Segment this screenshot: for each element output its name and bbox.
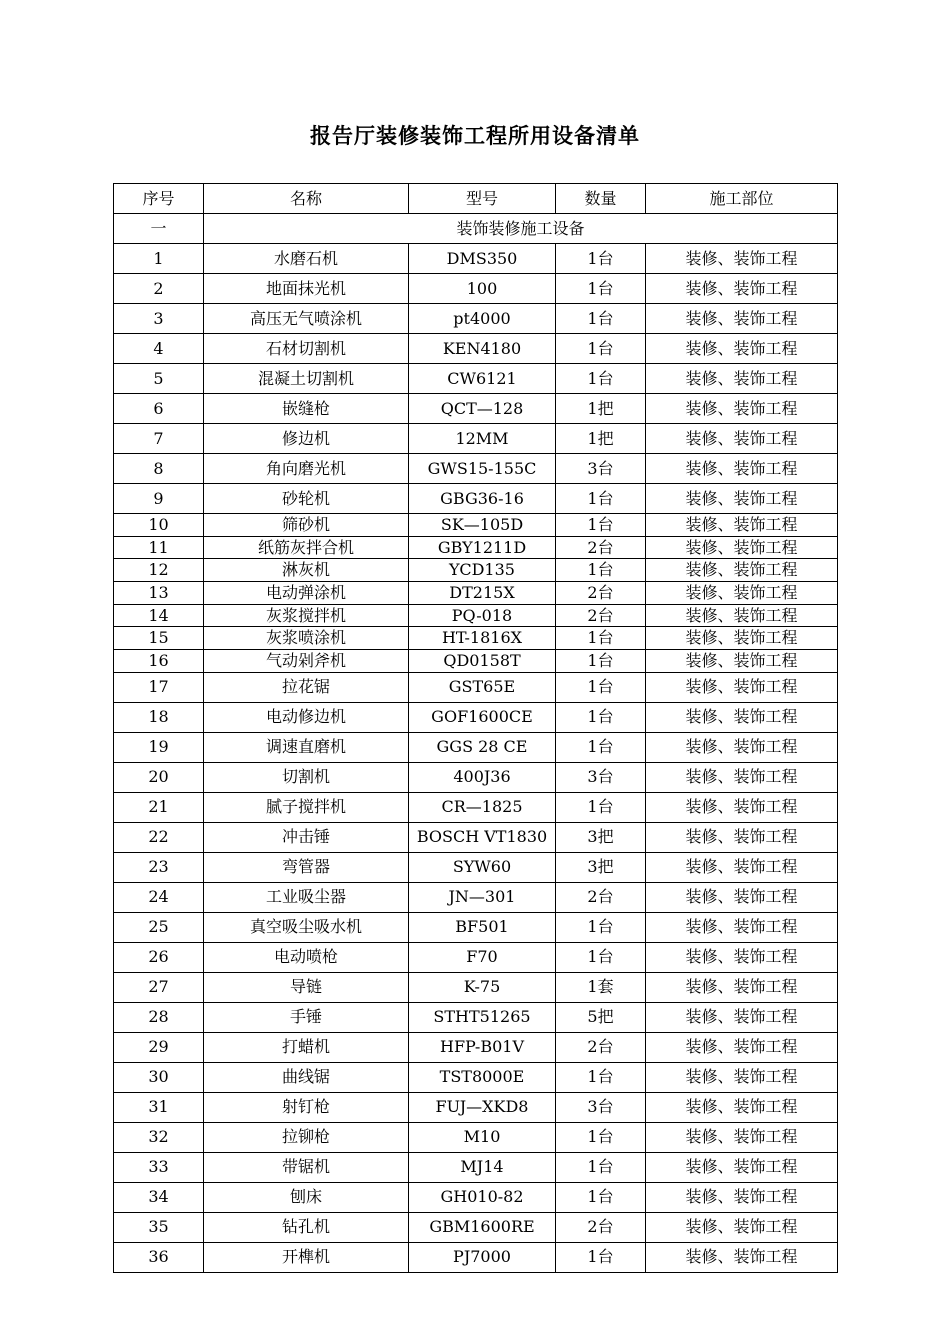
row-number: 36: [114, 1242, 204, 1272]
table-row: [114, 1242, 838, 1272]
construction-location: 装修、装饰工程: [646, 1122, 838, 1152]
row-number: 16: [114, 650, 204, 673]
row-number: 8: [114, 454, 204, 484]
equipment-name: 石材切割机: [204, 334, 409, 364]
equipment-name: 钻孔机: [204, 1212, 409, 1242]
row-number: 7: [114, 424, 204, 454]
construction-location: 装修、装饰工程: [646, 484, 838, 514]
equipment-quantity: 1台: [556, 1152, 646, 1182]
row-number: 3: [114, 304, 204, 334]
table-row: [114, 304, 838, 334]
row-number: 35: [114, 1212, 204, 1242]
equipment-quantity: 1台: [556, 650, 646, 673]
table-row: [114, 559, 838, 582]
equipment-name: 拉铆枪: [204, 1122, 409, 1152]
equipment-name: 灰浆喷涂机: [204, 627, 409, 650]
equipment-table: [113, 183, 838, 1273]
table-row: [114, 972, 838, 1002]
equipment-model: GH010-82: [409, 1182, 556, 1212]
equipment-name: 弯管器: [204, 852, 409, 882]
equipment-name: 电动弹涂机: [204, 582, 409, 605]
equipment-quantity: 1套: [556, 972, 646, 1002]
construction-location: 装修、装饰工程: [646, 912, 838, 942]
equipment-model: GOF1600CE: [409, 702, 556, 732]
table-row: [114, 1092, 838, 1122]
equipment-model: CW6121: [409, 364, 556, 394]
equipment-model: CR—1825: [409, 792, 556, 822]
equipment-quantity: 5把: [556, 1002, 646, 1032]
construction-location: 装修、装饰工程: [646, 882, 838, 912]
table-row: [114, 244, 838, 274]
equipment-quantity: 1台: [556, 1122, 646, 1152]
table-row: [114, 274, 838, 304]
equipment-quantity: 1台: [556, 912, 646, 942]
equipment-model: F70: [409, 942, 556, 972]
construction-location: 装修、装饰工程: [646, 972, 838, 1002]
table-row: [114, 852, 838, 882]
construction-location: 装修、装饰工程: [646, 304, 838, 334]
table-row: [114, 912, 838, 942]
equipment-name: 工业吸尘器: [204, 882, 409, 912]
header-cell-no: 序号: [114, 184, 204, 214]
equipment-quantity: 2台: [556, 1032, 646, 1062]
equipment-model: HFP-B01V: [409, 1032, 556, 1062]
row-number: 4: [114, 334, 204, 364]
equipment-quantity: 1台: [556, 334, 646, 364]
equipment-model: 100: [409, 274, 556, 304]
equipment-name: 气动剁斧机: [204, 650, 409, 673]
row-number: 24: [114, 882, 204, 912]
equipment-quantity: 1台: [556, 364, 646, 394]
equipment-model: FUJ—XKD8: [409, 1092, 556, 1122]
table-row: [114, 1122, 838, 1152]
construction-location: 装修、装饰工程: [646, 559, 838, 582]
construction-location: 装修、装饰工程: [646, 394, 838, 424]
row-number: 33: [114, 1152, 204, 1182]
construction-location: 装修、装饰工程: [646, 1032, 838, 1062]
construction-location: 装修、装饰工程: [646, 274, 838, 304]
equipment-name: 手锤: [204, 1002, 409, 1032]
row-number: 18: [114, 702, 204, 732]
row-number: 21: [114, 792, 204, 822]
table-row: [114, 1212, 838, 1242]
equipment-name: 射钉枪: [204, 1092, 409, 1122]
equipment-quantity: 2台: [556, 536, 646, 559]
construction-location: 装修、装饰工程: [646, 672, 838, 702]
equipment-quantity: 2台: [556, 882, 646, 912]
header-row: [114, 184, 838, 214]
row-number: 25: [114, 912, 204, 942]
construction-location: 装修、装饰工程: [646, 514, 838, 537]
equipment-model: PJ7000: [409, 1242, 556, 1272]
equipment-model: SK—105D: [409, 514, 556, 537]
table-row: [114, 672, 838, 702]
equipment-name: 纸筋灰拌合机: [204, 536, 409, 559]
equipment-quantity: 1台: [556, 1242, 646, 1272]
equipment-model: QCT—128: [409, 394, 556, 424]
equipment-quantity: 1台: [556, 1182, 646, 1212]
equipment-quantity: 2台: [556, 582, 646, 605]
equipment-name: 拉花锯: [204, 672, 409, 702]
equipment-quantity: 2台: [556, 604, 646, 627]
construction-location: 装修、装饰工程: [646, 244, 838, 274]
equipment-model: STHT51265: [409, 1002, 556, 1032]
construction-location: 装修、装饰工程: [646, 1152, 838, 1182]
construction-location: 装修、装饰工程: [646, 334, 838, 364]
table-row: [114, 424, 838, 454]
equipment-model: GST65E: [409, 672, 556, 702]
equipment-model: BOSCH VT1830: [409, 822, 556, 852]
row-number: 6: [114, 394, 204, 424]
table-row: [114, 604, 838, 627]
row-number: 9: [114, 484, 204, 514]
row-number: 29: [114, 1032, 204, 1062]
equipment-model: GBG36-16: [409, 484, 556, 514]
equipment-quantity: 1台: [556, 732, 646, 762]
construction-location: 装修、装饰工程: [646, 364, 838, 394]
section-row: [114, 214, 838, 244]
equipment-model: HT-1816X: [409, 627, 556, 650]
row-number: 26: [114, 942, 204, 972]
equipment-quantity: 2台: [556, 1212, 646, 1242]
equipment-model: TST8000E: [409, 1062, 556, 1092]
equipment-name: 淋灰机: [204, 559, 409, 582]
equipment-quantity: 1台: [556, 304, 646, 334]
equipment-model: BF501: [409, 912, 556, 942]
equipment-quantity: 1把: [556, 394, 646, 424]
equipment-name: 灰浆搅拌机: [204, 604, 409, 627]
equipment-model: 12MM: [409, 424, 556, 454]
row-number: 20: [114, 762, 204, 792]
construction-location: 装修、装饰工程: [646, 732, 838, 762]
equipment-name: 电动喷枪: [204, 942, 409, 972]
equipment-quantity: 1台: [556, 514, 646, 537]
equipment-name: 开榫机: [204, 1242, 409, 1272]
equipment-name: 修边机: [204, 424, 409, 454]
equipment-name: 水磨石机: [204, 244, 409, 274]
construction-location: 装修、装饰工程: [646, 942, 838, 972]
row-number: 12: [114, 559, 204, 582]
table-row: [114, 792, 838, 822]
construction-location: 装修、装饰工程: [646, 1092, 838, 1122]
table-row: [114, 334, 838, 364]
equipment-quantity: 1台: [556, 942, 646, 972]
equipment-model: PQ-018: [409, 604, 556, 627]
equipment-quantity: 1把: [556, 424, 646, 454]
equipment-name: 电动修边机: [204, 702, 409, 732]
header-cell-model: 型号: [409, 184, 556, 214]
row-number: 30: [114, 1062, 204, 1092]
row-number: 23: [114, 852, 204, 882]
table-row: [114, 702, 838, 732]
equipment-quantity: 1台: [556, 672, 646, 702]
equipment-model: QD0158T: [409, 650, 556, 673]
table-row: [114, 582, 838, 605]
construction-location: 装修、装饰工程: [646, 1212, 838, 1242]
row-number: 17: [114, 672, 204, 702]
table-row: [114, 762, 838, 792]
page-title: 报告厅装修装饰工程所用设备清单: [310, 124, 640, 148]
equipment-name: 高压无气喷涂机: [204, 304, 409, 334]
construction-location: 装修、装饰工程: [646, 1062, 838, 1092]
equipment-model: KEN4180: [409, 334, 556, 364]
equipment-model: 400J36: [409, 762, 556, 792]
table-row: [114, 650, 838, 673]
equipment-quantity: 1台: [556, 244, 646, 274]
table-row: [114, 454, 838, 484]
row-number: 28: [114, 1002, 204, 1032]
equipment-name: 导链: [204, 972, 409, 1002]
construction-location: 装修、装饰工程: [646, 454, 838, 484]
row-number: 11: [114, 536, 204, 559]
table-row: [114, 1062, 838, 1092]
equipment-quantity: 1台: [556, 559, 646, 582]
equipment-model: GBY1211D: [409, 536, 556, 559]
table-row: [114, 1032, 838, 1062]
equipment-model: DT215X: [409, 582, 556, 605]
equipment-model: DMS350: [409, 244, 556, 274]
equipment-model: pt4000: [409, 304, 556, 334]
table-row: [114, 822, 838, 852]
construction-location: 装修、装饰工程: [646, 1002, 838, 1032]
table-row: [114, 1182, 838, 1212]
table-row: [114, 514, 838, 537]
equipment-model: MJ14: [409, 1152, 556, 1182]
row-number: 31: [114, 1092, 204, 1122]
table-row: [114, 536, 838, 559]
row-number: 32: [114, 1122, 204, 1152]
header-cell-name: 名称: [204, 184, 409, 214]
row-number: 27: [114, 972, 204, 1002]
equipment-model: K-75: [409, 972, 556, 1002]
equipment-quantity: 3把: [556, 822, 646, 852]
equipment-name: 真空吸尘吸水机: [204, 912, 409, 942]
equipment-name: 腻子搅拌机: [204, 792, 409, 822]
equipment-name: 带锯机: [204, 1152, 409, 1182]
equipment-model: GGS 28 CE: [409, 732, 556, 762]
equipment-model: SYW60: [409, 852, 556, 882]
equipment-quantity: 1台: [556, 1062, 646, 1092]
row-number: 5: [114, 364, 204, 394]
equipment-quantity: 3台: [556, 454, 646, 484]
row-number: 19: [114, 732, 204, 762]
equipment-name: 切割机: [204, 762, 409, 792]
construction-location: 装修、装饰工程: [646, 852, 838, 882]
equipment-quantity: 1台: [556, 627, 646, 650]
construction-location: 装修、装饰工程: [646, 792, 838, 822]
construction-location: 装修、装饰工程: [646, 1242, 838, 1272]
table-row: [114, 627, 838, 650]
equipment-model: M10: [409, 1122, 556, 1152]
construction-location: 装修、装饰工程: [646, 536, 838, 559]
construction-location: 装修、装饰工程: [646, 627, 838, 650]
equipment-name: 冲击锤: [204, 822, 409, 852]
row-number: 2: [114, 274, 204, 304]
table-row: [114, 1002, 838, 1032]
table-row: [114, 1152, 838, 1182]
equipment-name: 打蜡机: [204, 1032, 409, 1062]
table-row: [114, 732, 838, 762]
construction-location: 装修、装饰工程: [646, 650, 838, 673]
table-row: [114, 364, 838, 394]
equipment-quantity: 3台: [556, 762, 646, 792]
row-number: 22: [114, 822, 204, 852]
header-cell-qty: 数量: [556, 184, 646, 214]
construction-location: 装修、装饰工程: [646, 762, 838, 792]
equipment-quantity: 3把: [556, 852, 646, 882]
equipment-name: 筛砂机: [204, 514, 409, 537]
table-row: [114, 882, 838, 912]
row-number: 1: [114, 244, 204, 274]
equipment-quantity: 1台: [556, 792, 646, 822]
row-number: 10: [114, 514, 204, 537]
table-row: [114, 484, 838, 514]
equipment-model: GWS15-155C: [409, 454, 556, 484]
equipment-name: 曲线锯: [204, 1062, 409, 1092]
equipment-name: 地面抹光机: [204, 274, 409, 304]
header-cell-location: 施工部位: [646, 184, 838, 214]
equipment-model: JN—301: [409, 882, 556, 912]
equipment-name: 角向磨光机: [204, 454, 409, 484]
section-label: 装饰装修施工设备: [204, 214, 838, 244]
equipment-quantity: 1台: [556, 702, 646, 732]
row-number: 14: [114, 604, 204, 627]
row-number: 34: [114, 1182, 204, 1212]
equipment-quantity: 1台: [556, 274, 646, 304]
row-number: 15: [114, 627, 204, 650]
equipment-quantity: 3台: [556, 1092, 646, 1122]
construction-location: 装修、装饰工程: [646, 604, 838, 627]
section-number: 一: [114, 214, 204, 244]
table-row: [114, 394, 838, 424]
equipment-name: 刨床: [204, 1182, 409, 1212]
equipment-quantity: 1台: [556, 484, 646, 514]
table-row: [114, 942, 838, 972]
equipment-name: 砂轮机: [204, 484, 409, 514]
construction-location: 装修、装饰工程: [646, 822, 838, 852]
equipment-model: GBM1600RE: [409, 1212, 556, 1242]
equipment-model: YCD135: [409, 559, 556, 582]
equipment-name: 调速直磨机: [204, 732, 409, 762]
construction-location: 装修、装饰工程: [646, 424, 838, 454]
equipment-name: 混凝土切割机: [204, 364, 409, 394]
construction-location: 装修、装饰工程: [646, 582, 838, 605]
construction-location: 装修、装饰工程: [646, 1182, 838, 1212]
equipment-name: 嵌缝枪: [204, 394, 409, 424]
construction-location: 装修、装饰工程: [646, 702, 838, 732]
row-number: 13: [114, 582, 204, 605]
